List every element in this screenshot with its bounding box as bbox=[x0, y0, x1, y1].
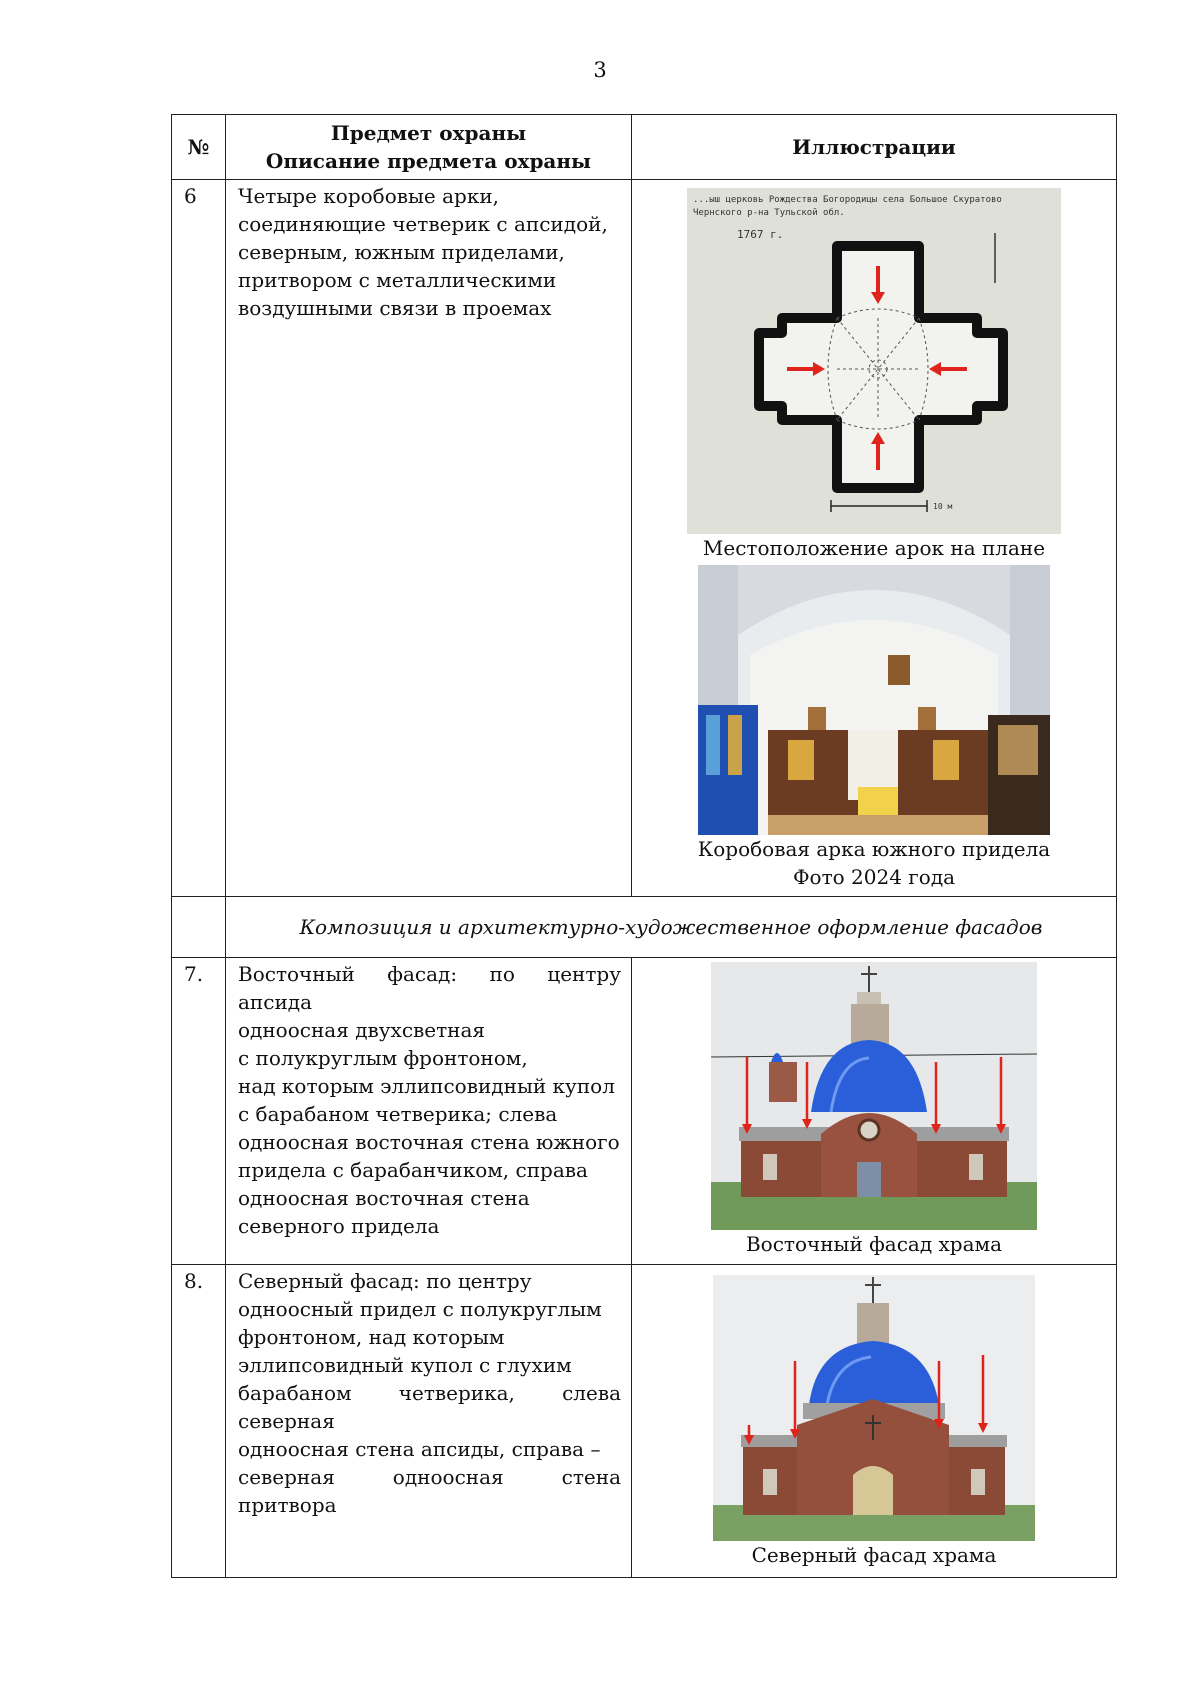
desc-line: Четыре коробовые арки, bbox=[238, 184, 500, 208]
desc-line: одноосная восточная стена bbox=[238, 1186, 530, 1210]
desc-line: одноосная стена апсиды, справа – bbox=[238, 1437, 601, 1461]
desc-line: Северный фасад: по центру bbox=[238, 1269, 532, 1293]
figure-caption: Местоположение арок на плане bbox=[702, 536, 1046, 560]
desc-line: одноосная восточная стена южного bbox=[238, 1130, 620, 1154]
header-subject-line1: Предмет охраны bbox=[330, 121, 527, 145]
church-floor-plan bbox=[687, 188, 1061, 534]
desc-line: притвором с металлическими bbox=[238, 268, 557, 292]
row-description bbox=[226, 1265, 632, 1578]
desc-line: с полукруглым фронтоном, bbox=[238, 1046, 528, 1070]
desc-line: барабаном четверика, слева северная bbox=[238, 1381, 621, 1433]
row-num: 8. bbox=[172, 1265, 226, 1578]
row-illustrations bbox=[632, 958, 1117, 1265]
header-subject bbox=[226, 115, 632, 180]
row-description bbox=[226, 180, 632, 897]
interior-arch-photo bbox=[698, 565, 1050, 835]
desc-line: северным, южным приделами, bbox=[238, 240, 565, 264]
header-illustrations: Иллюстрации bbox=[632, 115, 1117, 180]
desc-line: над которым эллипсовидный купол bbox=[238, 1074, 615, 1098]
table-row-6 bbox=[172, 180, 1117, 897]
table-row-8 bbox=[172, 1265, 1117, 1578]
section-title: Композиция и архитектурно-художественное оформление фасадов bbox=[226, 897, 1117, 958]
desc-line: воздушными связи в проемах bbox=[238, 296, 552, 320]
desc-line: северного придела bbox=[238, 1214, 440, 1238]
page-number: 3 bbox=[593, 58, 607, 82]
plan-year: 1767 г. bbox=[737, 228, 784, 241]
plan-scale-label: 10 м bbox=[933, 502, 953, 511]
row-num: 6 bbox=[172, 180, 226, 897]
figure-caption: Фото 2024 года bbox=[792, 865, 956, 889]
desc-line: соединяющие четверик с апсидой, bbox=[238, 212, 608, 236]
row-description bbox=[226, 958, 632, 1265]
figure-caption: Восточный фасад храма bbox=[745, 1232, 1003, 1256]
east-facade-photo bbox=[711, 962, 1037, 1230]
desc-line: одноосная двухсветная bbox=[238, 1018, 486, 1042]
row-num: 7. bbox=[172, 958, 226, 1265]
desc-line: фронтоном, над которым bbox=[238, 1325, 505, 1349]
header-num: № bbox=[172, 115, 226, 180]
figure-caption: Северный фасад храма bbox=[751, 1543, 997, 1567]
north-facade-photo bbox=[713, 1275, 1035, 1541]
plan-title-line2: Чернского р-на Тульской обл. bbox=[693, 208, 845, 218]
desc-line: северная одноосная стена притвора bbox=[238, 1465, 621, 1517]
header-subject-line2: Описание предмета охраны bbox=[265, 149, 592, 173]
heritage-table bbox=[171, 114, 1117, 1578]
table-row-7 bbox=[172, 958, 1117, 1265]
section-row bbox=[172, 897, 1117, 958]
plan-title-line1: ...ыш церковь Рождества Богородицы села Большое Скуратово bbox=[693, 195, 1002, 205]
row-illustrations bbox=[632, 1265, 1117, 1578]
figure-caption: Коробовая арка южного придела bbox=[697, 837, 1051, 861]
desc-line: придела с барабанчиком, справа bbox=[238, 1158, 588, 1182]
desc-line: одноосный придел с полукруглым bbox=[238, 1297, 602, 1321]
desc-line: эллипсовидный купол с глухим bbox=[238, 1353, 572, 1377]
table-header-row bbox=[172, 115, 1117, 180]
row-illustrations bbox=[632, 180, 1117, 897]
desc-line: Восточный фасад: по центру апсида bbox=[238, 962, 621, 1014]
desc-line: с барабаном четверика; слева bbox=[238, 1102, 558, 1126]
section-num-empty bbox=[172, 897, 226, 958]
